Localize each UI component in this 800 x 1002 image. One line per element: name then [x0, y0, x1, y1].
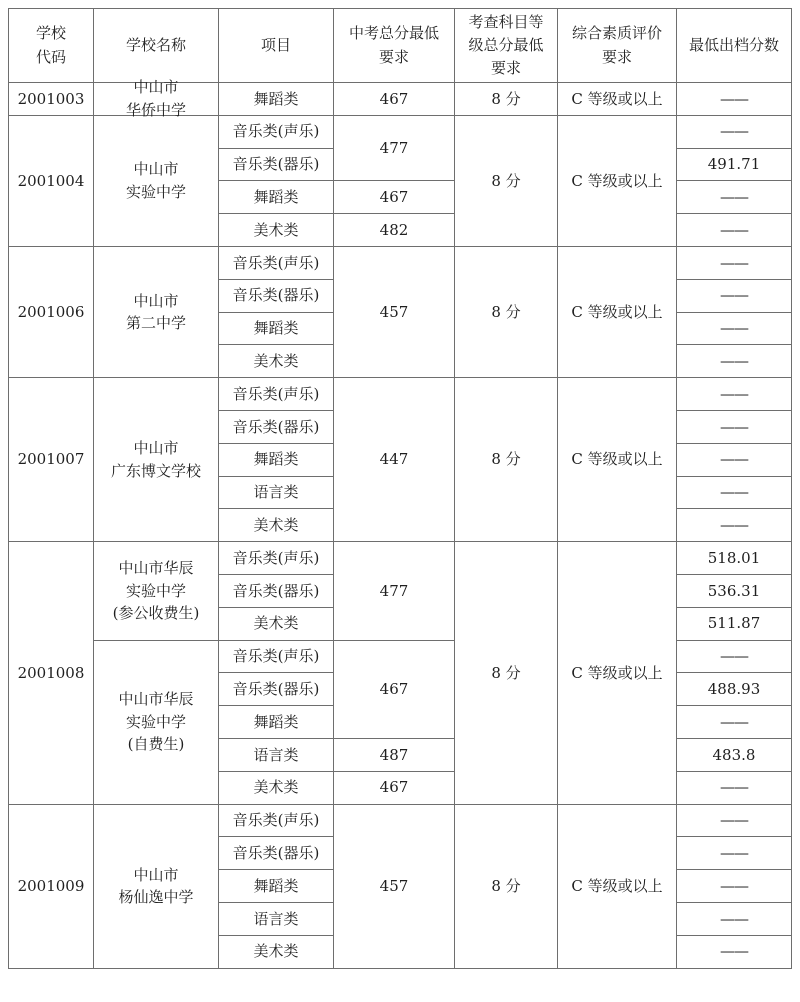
min-total-cell: 482: [334, 214, 455, 247]
min-total-cell: 477: [334, 116, 455, 182]
school-code: 2001006: [8, 247, 94, 378]
quality-cell: C 等级或以上: [558, 542, 677, 804]
min-score-cell: 483.8: [677, 739, 792, 772]
min-total-cell: 467: [334, 641, 455, 739]
school-code: 2001004: [8, 116, 94, 247]
project-cell: 美术类: [219, 345, 334, 378]
min-score-cell: ——: [677, 477, 792, 510]
min-score-cell: ——: [677, 247, 792, 280]
min-score-cell: ——: [677, 378, 792, 411]
header-min-score: 最低出档分数: [677, 8, 792, 83]
grade-total-cell: 8 分: [455, 378, 558, 542]
project-cell: 舞蹈类: [219, 313, 334, 346]
min-total-cell: 457: [334, 805, 455, 969]
min-score-cell: 511.87: [677, 608, 792, 641]
project-cell: 舞蹈类: [219, 181, 334, 214]
min-score-cell: ——: [677, 116, 792, 149]
min-score-cell: ——: [677, 837, 792, 870]
min-total-cell: 457: [334, 247, 455, 378]
project-cell: 音乐类(器乐): [219, 149, 334, 182]
project-cell: 音乐类(器乐): [219, 673, 334, 706]
min-score-cell: 488.93: [677, 673, 792, 706]
grade-total-cell: 8 分: [455, 83, 558, 116]
min-total-cell: 467: [334, 83, 455, 116]
min-total-cell: 467: [334, 181, 455, 214]
header-grade-total: 考查科目等 级总分最低 要求: [455, 8, 558, 83]
header-school-name: 学校名称: [94, 8, 219, 83]
min-score-cell: ——: [677, 214, 792, 247]
project-cell: 语言类: [219, 903, 334, 936]
project-cell: 美术类: [219, 214, 334, 247]
school-name: 中山市 华侨中学: [94, 83, 219, 116]
school-code: 2001007: [8, 378, 94, 542]
header-min-total: 中考总分最低 要求: [334, 8, 455, 83]
min-total-cell: 477: [334, 542, 455, 640]
quality-cell: C 等级或以上: [558, 116, 677, 247]
project-cell: 音乐类(声乐): [219, 805, 334, 838]
min-score-cell: ——: [677, 444, 792, 477]
grade-total-cell: 8 分: [455, 542, 558, 804]
project-cell: 语言类: [219, 477, 334, 510]
min-score-cell: ——: [677, 280, 792, 313]
grade-total-cell: 8 分: [455, 247, 558, 378]
min-total-cell: 487: [334, 739, 455, 772]
grade-total-cell: 8 分: [455, 116, 558, 247]
min-score-cell: ——: [677, 509, 792, 542]
project-cell: 音乐类(声乐): [219, 378, 334, 411]
school-name: 中山市 第二中学: [94, 247, 219, 378]
min-score-cell: ——: [677, 313, 792, 346]
project-cell: 美术类: [219, 509, 334, 542]
min-score-cell: ——: [677, 936, 792, 969]
min-score-cell: ——: [677, 181, 792, 214]
school-code: 2001009: [8, 805, 94, 969]
min-score-cell: ——: [677, 411, 792, 444]
school-name: 中山市 杨仙逸中学: [94, 805, 219, 969]
school-name: 中山市华辰 实验中学 (自费生): [94, 641, 219, 805]
school-name: 中山市 广东博文学校: [94, 378, 219, 542]
project-cell: 舞蹈类: [219, 83, 334, 116]
project-cell: 舞蹈类: [219, 706, 334, 739]
min-score-cell: ——: [677, 772, 792, 805]
quality-cell: C 等级或以上: [558, 83, 677, 116]
min-total-cell: 447: [334, 378, 455, 542]
school-name: 中山市华辰 实验中学 (参公收费生): [94, 542, 219, 640]
min-score-cell: ——: [677, 641, 792, 674]
project-cell: 语言类: [219, 739, 334, 772]
school-name: 中山市 实验中学: [94, 116, 219, 247]
min-total-cell: 467: [334, 772, 455, 805]
quality-cell: C 等级或以上: [558, 378, 677, 542]
min-score-cell: 491.71: [677, 149, 792, 182]
project-cell: 舞蹈类: [219, 444, 334, 477]
header-school-code: 学校 代码: [8, 8, 94, 83]
header-quality: 综合素质评价 要求: [558, 8, 677, 83]
min-score-cell: ——: [677, 870, 792, 903]
quality-cell: C 等级或以上: [558, 805, 677, 969]
project-cell: 音乐类(声乐): [219, 116, 334, 149]
project-cell: 舞蹈类: [219, 870, 334, 903]
project-cell: 音乐类(声乐): [219, 247, 334, 280]
project-cell: 美术类: [219, 772, 334, 805]
header-project: 项目: [219, 8, 334, 83]
grade-total-cell: 8 分: [455, 805, 558, 969]
school-code: 2001008: [8, 542, 94, 804]
project-cell: 音乐类(器乐): [219, 837, 334, 870]
project-cell: 音乐类(器乐): [219, 280, 334, 313]
school-code: 2001003: [8, 83, 94, 116]
min-score-cell: 536.31: [677, 575, 792, 608]
min-score-cell: ——: [677, 83, 792, 116]
min-score-cell: ——: [677, 345, 792, 378]
quality-cell: C 等级或以上: [558, 247, 677, 378]
project-cell: 音乐类(器乐): [219, 411, 334, 444]
project-cell: 美术类: [219, 608, 334, 641]
project-cell: 美术类: [219, 936, 334, 969]
project-cell: 音乐类(器乐): [219, 575, 334, 608]
project-cell: 音乐类(声乐): [219, 641, 334, 674]
min-score-cell: 518.01: [677, 542, 792, 575]
min-score-cell: ——: [677, 903, 792, 936]
min-score-cell: ——: [677, 805, 792, 838]
project-cell: 音乐类(声乐): [219, 542, 334, 575]
min-score-cell: ——: [677, 706, 792, 739]
